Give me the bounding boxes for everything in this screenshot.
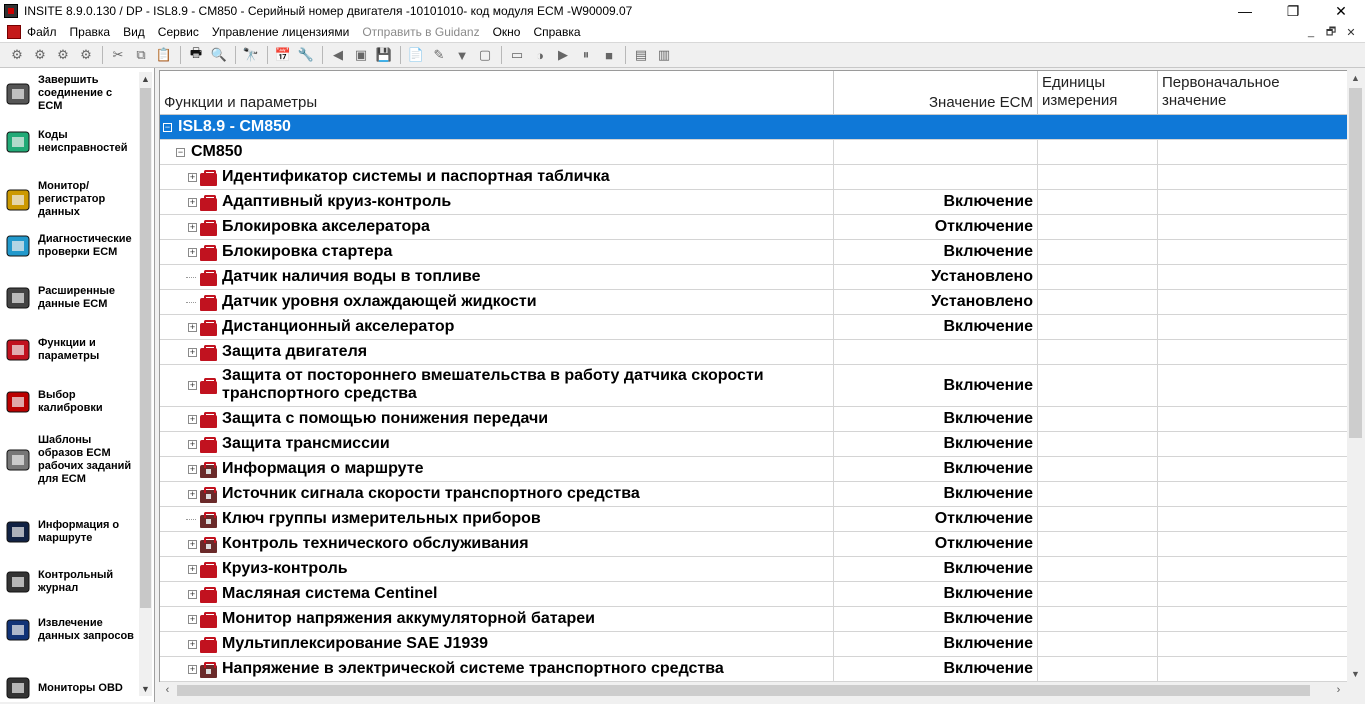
parameter-name: Защита трансмиссии [222,435,390,452]
ecm-value-cell: Включение [834,582,1038,606]
units-cell [1038,165,1158,189]
expand-icon[interactable]: + [189,346,196,357]
initial-value-cell [1158,457,1347,481]
menu-licenses[interactable]: Управление лицензиями [211,25,350,39]
menu-help[interactable]: Справка [533,25,581,39]
ecm-value-cell: Отключение [834,532,1038,556]
table-row[interactable] [160,407,1347,432]
units-cell [1038,432,1158,456]
sidebar-item-label: Мониторы OBD [38,681,123,694]
initial-value-cell [1158,582,1347,606]
grid-rows [160,115,1347,682]
sidebar-item-12[interactable] [2,672,138,704]
table-row[interactable] [160,557,1347,582]
save-icon[interactable]: 💾 [375,47,393,62]
table-row[interactable] [160,165,1347,190]
ecm-value-cell [834,340,1038,364]
table-row[interactable] [160,365,1347,407]
table-row[interactable] [160,632,1347,657]
fault-codes-icon [2,126,34,158]
parameters-grid [159,70,1347,682]
column-header-units[interactable]: Единицы измерения [1038,71,1158,115]
parameter-name: Идентификатор системы и паспортная табличка [222,168,610,185]
expand-icon[interactable]: + [189,196,196,207]
data-extraction-icon [2,614,34,646]
diagnostic-tests-icon [2,230,34,262]
grid-horizontal-scrollbar[interactable] [159,682,1347,699]
data-monitor-icon [2,184,34,216]
locked-folder-icon [200,465,217,478]
table-row[interactable] [160,507,1347,532]
units-cell [1038,607,1158,631]
initial-value-cell [1158,432,1347,456]
initial-value-cell [1158,482,1347,506]
folder-icon [200,615,217,628]
sidebar-item-4[interactable] [2,230,138,262]
stop-icon[interactable]: ■ [605,47,613,63]
parameter-name: Датчик уровня охлаждающей жидкости [222,293,537,310]
initial-value-cell [1158,557,1347,581]
document-icon[interactable]: 📄 [407,47,425,62]
expand-icon[interactable]: + [189,588,196,599]
ecm-value-cell: Включение [834,240,1038,264]
menu-window[interactable]: Окно [492,25,521,39]
expand-icon[interactable]: + [189,488,196,499]
mdi-minimize-button[interactable]: _ [1307,26,1315,38]
locked-folder-icon [200,490,217,503]
folder-icon [200,323,217,336]
ecm-value-cell: Установлено [834,290,1038,314]
menu-view[interactable]: Вид [123,25,145,39]
sidebar-item-5[interactable] [2,282,138,314]
table-row[interactable] [160,240,1347,265]
folder-icon [200,415,217,428]
network-icon[interactable]: ⚙ [57,47,69,62]
toolbar-separator [267,46,268,64]
obd-monitors-icon [2,672,34,704]
folder-icon [200,198,217,211]
ecm-value-cell: Включение [834,482,1038,506]
table-row[interactable] [160,290,1347,315]
units-cell [1038,482,1158,506]
scroll-down-arrow[interactable]: ▼ [1351,669,1360,679]
root-label: ISL8.9 - CM850 [178,118,291,135]
sidebar-item-11[interactable] [2,614,138,646]
expand-icon[interactable]: + [189,438,196,449]
ecm-value-cell: Включение [834,190,1038,214]
table-row[interactable] [160,215,1347,240]
export-icon[interactable]: ⚙ [80,47,92,62]
mdi-restore-button[interactable]: 🗗 [1325,25,1337,38]
toolbar [0,42,1365,68]
tree-line [186,302,196,303]
initial-value-cell [1158,507,1347,531]
sidebar-item-label: Завершить соединение с ECM [38,74,113,112]
sidebar-scroll-up[interactable]: ▲ [141,74,150,84]
sidebar-item-label: Информация о маршруте [38,519,120,544]
ecm-value-cell: Включение [834,632,1038,656]
notes-icon[interactable]: ▥ [657,47,671,62]
ecm-templates-icon [2,444,34,476]
expand-icon[interactable]: + [189,563,196,574]
parameter-name: Круиз-контроль [222,560,348,577]
units-cell [1038,457,1158,481]
table-row[interactable] [160,657,1347,682]
cut-icon[interactable]: ✂ [112,47,124,62]
sidebar-item-label: Коды неисправностей [38,129,128,154]
disconnect-icon[interactable]: ⚙ [34,47,46,62]
horizontal-scroll-thumb[interactable] [177,685,1310,696]
grid-header [160,71,1347,115]
sidebar-item-1[interactable] [2,74,138,113]
initial-value-cell [1158,657,1347,681]
folder-icon [200,223,217,236]
sidebar-item-label: Расширенные данные ECM [38,285,115,310]
units-cell [1038,407,1158,431]
document-icon[interactable] [7,25,21,39]
edit-icon[interactable]: ✎ [433,47,445,62]
sidebar-item-label: Извлечение данных запросов [38,617,134,642]
sidebar-item-label: Контрольный журнал [38,569,114,594]
sidebar-item-3[interactable] [2,180,138,219]
sidebar-item-label: Функции и параметры [38,337,100,362]
folder-icon [200,348,217,361]
units-cell [1038,582,1158,606]
initial-value-cell [1158,607,1347,631]
ecm-value-cell: Включение [834,315,1038,339]
find-icon[interactable]: 🔭 [242,47,260,62]
expand-icon[interactable]: + [189,246,196,257]
calendar-icon[interactable]: 📅 [274,47,292,62]
sidebar-item-2[interactable] [2,126,138,158]
audit-log-icon [2,566,34,598]
scroll-up-arrow[interactable]: ▲ [1351,73,1360,83]
rewind-icon[interactable]: ◑ [536,47,544,63]
sidebar-item-label: Шаблоны образов ECM рабочих заданий для ECM [38,434,132,485]
units-cell [1038,265,1158,289]
close-button[interactable]: ✕ [1335,2,1347,19]
paste-icon[interactable]: 📋 [155,47,173,62]
menu-file[interactable]: Файл [27,25,57,39]
menu-service[interactable]: Сервис [157,25,199,39]
parameter-name: Контроль технического обслуживания [222,535,529,552]
table-row[interactable] [160,607,1347,632]
toolbar-separator [180,46,181,64]
parameter-name: Защита с помощью понижения передачи [222,410,549,427]
sidebar-item-8[interactable] [2,434,138,486]
units-cell [1038,557,1158,581]
mdi-controls [1301,24,1361,40]
parameter-name: Дистанционный акселератор [222,318,455,335]
folder-icon [200,381,217,394]
units-cell [1038,290,1158,314]
locked-folder-icon [200,515,217,528]
expand-icon[interactable]: + [189,538,196,549]
table-row[interactable] [160,315,1347,340]
folder-icon [200,248,217,261]
connect-icon[interactable]: ⚙ [11,47,23,62]
toolbar-separator [102,46,103,64]
sidebar [0,68,155,702]
minimize-button[interactable]: — [1238,3,1252,19]
parameter-name: Защита от постороннего вмешательства в работу датчика скорости транспортного средства [222,367,764,402]
sidebar-item-label: Диагностические проверки ECM [38,233,132,258]
folder-icon [200,640,217,653]
table-row[interactable] [160,582,1347,607]
copy-icon[interactable]: ⧉ [136,47,146,62]
app-icon [4,4,18,18]
initial-value-cell [1158,165,1347,189]
units-cell [1038,240,1158,264]
title-bar [0,0,1365,22]
parameter-name: Блокировка стартера [222,243,393,260]
initial-value-cell [1158,190,1347,214]
initial-value-cell [1158,265,1347,289]
table-row[interactable] [160,340,1347,365]
expand-icon[interactable]: + [189,380,196,390]
parameter-name: Датчик наличия воды в топливе [222,268,481,285]
initial-value-cell [1158,632,1347,656]
toolbar-separator [235,46,236,64]
table-row[interactable] [160,265,1347,290]
ecm-value-cell: Отключение [834,507,1038,531]
grid-vertical-scrollbar[interactable] [1347,70,1364,682]
collapse-icon[interactable]: − [177,147,184,157]
collapse-icon[interactable]: − [164,122,171,132]
ecm-value-cell: Включение [834,557,1038,581]
units-cell [1038,340,1158,364]
print-preview-icon[interactable]: 🔍 [210,47,228,62]
folder-icon [200,173,217,186]
table-row[interactable] [160,482,1347,507]
sidebar-item-label: Выбор калибровки [38,389,103,414]
locked-folder-icon [200,665,217,678]
column-header-initial-value[interactable]: Первоначальное значение [1158,71,1347,115]
initial-value-cell [1158,215,1347,239]
ecm-value-cell: Включение [834,607,1038,631]
folder-icon [200,440,217,453]
initial-value-cell [1158,240,1347,264]
expand-icon[interactable]: + [189,221,196,232]
ecm-value-cell: Установлено [834,265,1038,289]
table-row[interactable] [160,457,1347,482]
table-row[interactable] [160,432,1347,457]
record-icon[interactable]: ▭ [510,47,524,62]
print-icon[interactable]: 🖶 [189,45,203,60]
menu-bar [0,22,1365,42]
folder-icon [200,298,217,311]
ecm-value-cell: Отключение [834,215,1038,239]
expand-icon[interactable]: + [189,638,196,649]
units-cell [1038,190,1158,214]
units-cell [1038,215,1158,239]
sidebar-scroll-thumb[interactable] [140,88,151,608]
column-header-ecm-value[interactable]: Значение ECM [834,71,1038,115]
back-icon[interactable]: ◀ [333,47,343,62]
tree-line [186,277,196,278]
table-row[interactable] [160,190,1347,215]
initial-value-cell [1158,365,1347,406]
initial-value-cell [1158,407,1347,431]
parameter-name: Блокировка акселератора [222,218,430,235]
parameter-name: Монитор напряжения аккумуляторной батареи [222,610,595,627]
toolbar-separator [400,46,401,64]
folder-icon [200,590,217,603]
units-cell [1038,657,1158,681]
sidebar-scroll-down[interactable]: ▼ [141,684,150,694]
tree-root-row[interactable] [160,115,1347,140]
expand-icon[interactable]: + [189,171,196,182]
ecm-value-cell: Включение [834,407,1038,431]
page-icon[interactable]: ▢ [478,47,492,62]
tools-icon[interactable]: 🔧 [297,47,315,62]
expand-icon[interactable]: + [189,613,196,624]
toolbar-separator [625,46,626,64]
ecm-value-cell: Включение [834,657,1038,681]
features-parameters-icon [2,334,34,366]
filter-icon[interactable]: ▼ [455,47,469,63]
parameter-name: Адаптивный круиз-контроль [222,193,452,210]
tree-module-row[interactable] [160,140,1347,165]
sidebar-item-6[interactable] [2,334,138,366]
log-icon[interactable]: ▤ [634,47,648,62]
pause-icon[interactable]: ⏸ [582,47,590,62]
window-title: INSITE 8.9.0.130 / DP - ISL8.9 - CM850 - Серийный номер двигателя -10101010- код модуля ECM -W90009.07 [24,4,633,18]
ecm-value-cell [834,165,1038,189]
folder-icon [200,565,217,578]
folder-icon [200,273,217,286]
parameter-name: Защита двигателя [222,343,368,360]
expand-icon[interactable]: + [189,413,196,424]
units-cell [1038,315,1158,339]
parameter-name: Масляная система Centinel [222,585,438,602]
ecm-value-cell: Включение [834,432,1038,456]
vertical-scroll-thumb[interactable] [1349,88,1362,438]
table-row[interactable] [160,532,1347,557]
expand-icon[interactable]: + [189,463,196,474]
sidebar-scrollbar[interactable] [139,72,152,696]
initial-value-cell [1158,290,1347,314]
ecm-value-cell: Включение [834,365,1038,406]
menu-send-guidanz[interactable]: Отправить в Guidanz [362,25,480,39]
sidebar-item-7[interactable] [2,386,138,418]
initial-value-cell [1158,315,1347,339]
calibration-select-icon [2,386,34,418]
units-cell [1038,507,1158,531]
expand-icon[interactable]: + [189,663,196,674]
parameter-name: Напряжение в электрической системе транспортного средства [222,660,724,677]
toolbar-separator [322,46,323,64]
parameter-name: Мультиплексирование SAE J1939 [222,635,489,652]
window-controls [1221,0,1365,22]
scroll-left-arrow[interactable]: ‹ [165,684,170,696]
parameter-name: Ключ группы измерительных приборов [222,510,541,527]
restore-button[interactable]: ❐ [1286,2,1300,19]
disconnect-ecm-icon [2,78,34,110]
sidebar-item-10[interactable] [2,566,138,598]
toolbar-separator [501,46,502,64]
locked-folder-icon [200,540,217,553]
column-header-features[interactable]: Функции и параметры [160,71,834,115]
trip-info-icon [2,516,34,548]
parameter-name: Источник сигнала скорости транспортного средства [222,485,640,502]
initial-value-cell [1158,340,1347,364]
initial-value-cell [1158,532,1347,556]
ecm-value-cell: Включение [834,457,1038,481]
tree-line [186,519,196,520]
mdi-close-button[interactable]: ✕ [1346,26,1356,39]
units-cell [1038,365,1158,406]
parameter-name: Информация о маршруте [222,460,424,477]
expand-icon[interactable]: + [189,321,196,332]
module-label: CM850 [191,143,243,160]
units-cell [1038,632,1158,656]
sidebar-item-label: Монитор/регистратор данных [38,180,106,218]
sidebar-item-9[interactable] [2,516,138,548]
ecm-icon[interactable]: ▣ [354,47,368,62]
play-icon[interactable]: ▶ [558,47,568,62]
menu-edit[interactable]: Правка [69,25,111,39]
units-cell [1038,532,1158,556]
advanced-ecm-data-icon [2,282,34,314]
scroll-right-arrow[interactable]: › [1336,684,1341,696]
